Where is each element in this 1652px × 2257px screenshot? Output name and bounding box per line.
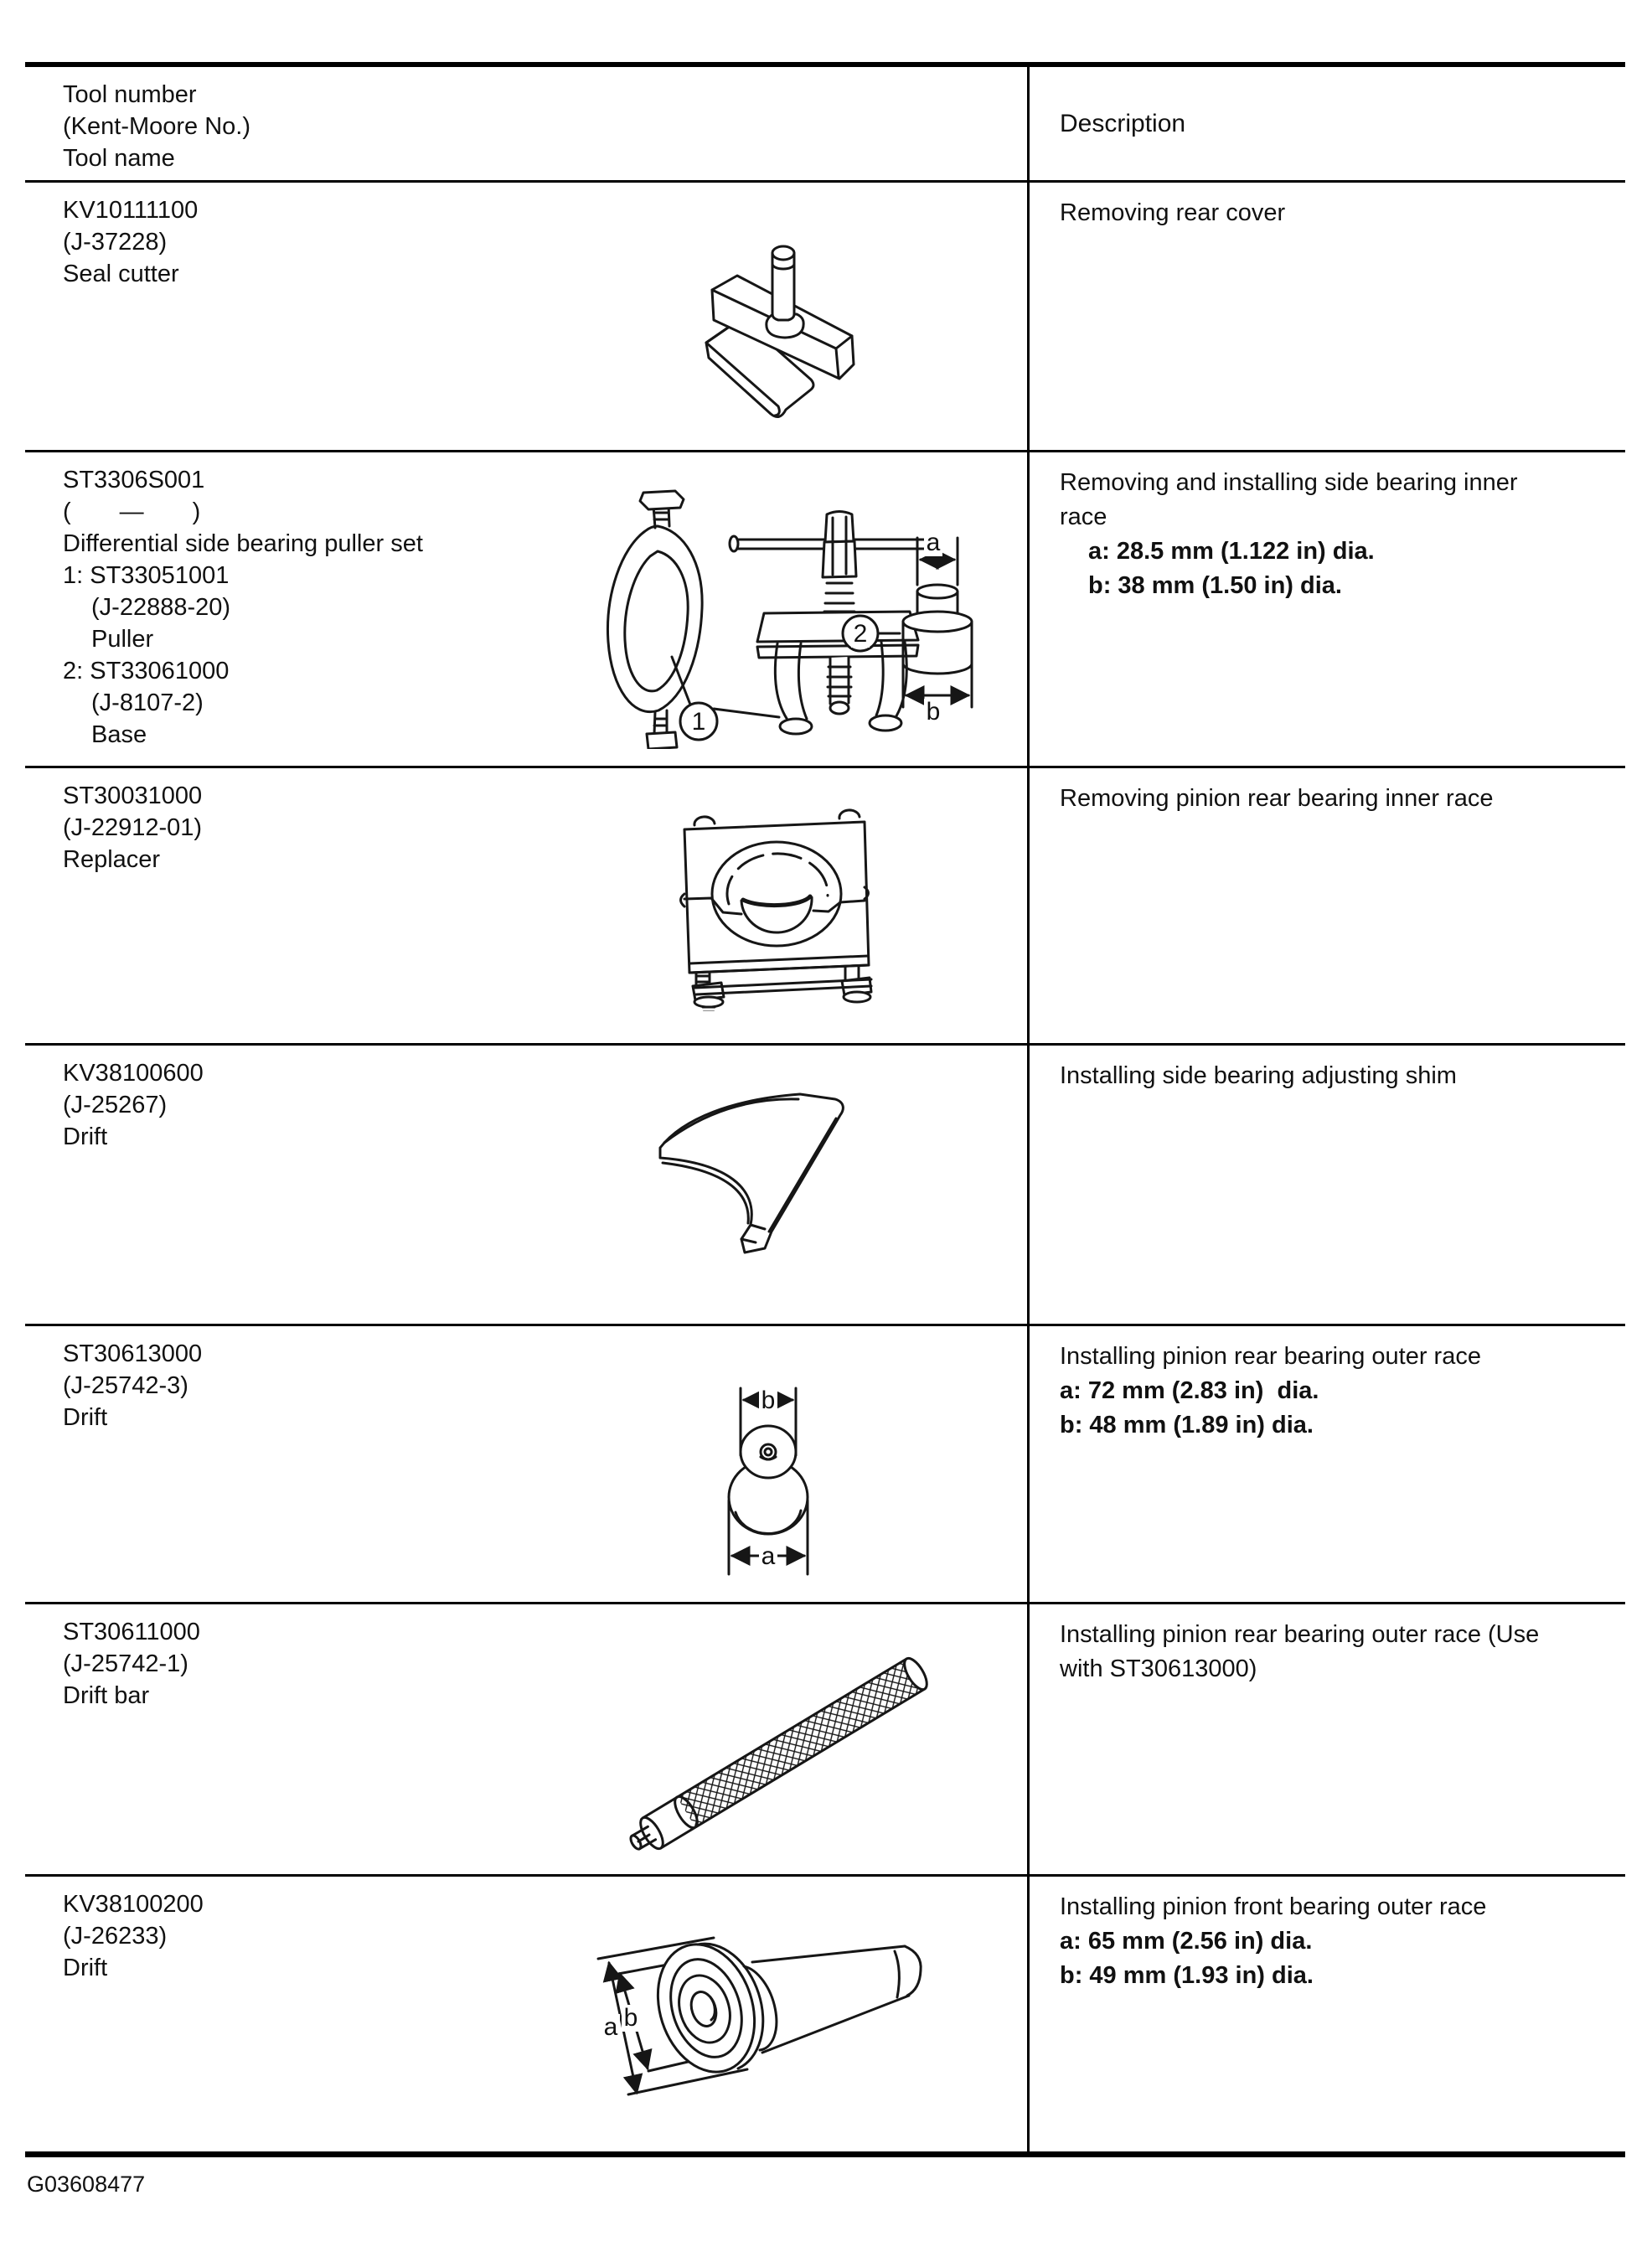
tool-line: Differential side bearing puller set (63, 530, 423, 557)
description-cell (1030, 1877, 1625, 2151)
figure-id: G03608477 (27, 2172, 146, 2197)
description-column-header-label: Description (1060, 109, 1186, 137)
tool-column-header-line: Tool name (63, 145, 175, 172)
tool-line: (J-26233) (63, 1923, 168, 1950)
description-lines (1060, 1059, 1605, 1093)
tool-line: Base (91, 721, 147, 748)
flanged-drift-illustration (588, 1920, 940, 2121)
tool-id-lines (63, 194, 1027, 290)
description-cell (1030, 768, 1625, 1043)
tool-id-lines (63, 780, 1027, 875)
description-cell (1030, 452, 1625, 766)
description-line: Installing pinion rear bearing outer race (Use (1060, 1621, 1540, 1648)
description-cell (1030, 1326, 1625, 1602)
table-row (25, 183, 1625, 452)
tool-cell (25, 183, 1030, 450)
tool-line: (J-8107-2) (91, 689, 204, 716)
table-row (25, 1326, 1625, 1604)
table-header (25, 67, 1625, 183)
part-number-label-2: 2 (851, 621, 870, 648)
tool-line: ST30031000 (63, 782, 203, 809)
tool-id-lines (63, 1338, 1027, 1433)
table-row (25, 1877, 1625, 2151)
replacer-illustration (649, 793, 875, 1011)
tool-line: KV38100600 (63, 1060, 204, 1087)
description-line: Installing pinion rear bearing outer race (1060, 1343, 1481, 1370)
dimension-label-b: b (759, 1387, 777, 1414)
tool-line: Puller (91, 626, 154, 653)
table-row (25, 768, 1625, 1046)
description-cell (1030, 1604, 1625, 1874)
dimension-label-b: b (622, 2005, 640, 2032)
description-cell (1030, 1046, 1625, 1324)
description-line: Installing side bearing adjusting shim (1060, 1062, 1457, 1089)
description-column-header (1030, 67, 1625, 180)
description-line: a: 28.5 mm (1.122 in) dia. (1088, 538, 1375, 565)
description-lines (1060, 196, 1605, 230)
tool-line: Drift bar (63, 1682, 150, 1709)
tool-line: Replacer (63, 846, 161, 873)
tool-column-header-line: (Kent-Moore No.) (63, 113, 251, 140)
description-lines (1060, 1618, 1605, 1686)
tool-line: (J-25742-3) (63, 1372, 188, 1399)
description-lines (1060, 1340, 1605, 1443)
tool-line: Drift (63, 1955, 108, 1981)
tool-line: KV38100200 (63, 1891, 204, 1918)
special-tool-table (25, 62, 1625, 2157)
description-line: a: 72 mm (2.83 in) dia. (1060, 1377, 1319, 1404)
table-row (25, 1046, 1625, 1326)
drift-bar-illustration (601, 1636, 953, 1862)
dimension-label-b: b (924, 699, 942, 726)
tool-cell (25, 768, 1030, 1043)
tool-line: Drift (63, 1404, 108, 1431)
tool-cell (25, 1326, 1030, 1602)
tool-line: 1: ST33051001 (63, 562, 230, 589)
description-cell (1030, 183, 1625, 450)
puller-set-illustration (571, 489, 973, 749)
tool-line: (J-37228) (63, 229, 168, 256)
dimension-label-a: a (759, 1543, 777, 1570)
tool-line: ST30613000 (63, 1340, 203, 1367)
dimension-label-a: a (601, 2014, 620, 2041)
seal-cutter-illustration (647, 242, 856, 443)
description-lines (1060, 1890, 1605, 1993)
description-line: Removing pinion rear bearing inner race (1060, 785, 1494, 812)
description-line: Installing pinion front bearing outer race (1060, 1893, 1487, 1920)
tool-line: (J-25742-1) (63, 1650, 188, 1677)
tool-table-rows (25, 183, 1625, 2151)
tool-line: ( — ) (63, 498, 201, 525)
tool-cell (25, 1046, 1030, 1324)
tool-line: (J-25267) (63, 1092, 168, 1118)
tool-line: (J-22912-01) (63, 814, 203, 841)
description-lines (1060, 466, 1605, 603)
description-line: race (1060, 504, 1107, 530)
tool-line: ST30611000 (63, 1619, 200, 1645)
tool-line: KV10111100 (63, 197, 199, 224)
tool-line: Seal cutter (63, 261, 179, 287)
shim-drift-illustration (632, 1081, 901, 1265)
description-line: Removing and installing side bearing inner (1060, 469, 1518, 496)
description-line: b: 49 mm (1.93 in) dia. (1060, 1962, 1314, 1989)
tool-cell (25, 452, 1030, 766)
tool-column-header (25, 67, 1030, 180)
description-line: a: 65 mm (2.56 in) dia. (1060, 1928, 1313, 1955)
tool-cell (25, 1604, 1030, 1874)
table-row (25, 452, 1625, 768)
table-row (25, 1604, 1625, 1877)
description-line: with ST30613000) (1060, 1655, 1257, 1682)
description-line: b: 48 mm (1.89 in) dia. (1060, 1412, 1314, 1438)
tool-column-header-line: Tool number (63, 81, 197, 108)
drift-round-illustration (705, 1375, 831, 1593)
tool-line: (J-22888-20) (91, 594, 231, 621)
description-line: Removing rear cover (1060, 199, 1286, 226)
tool-line: 2: ST33061000 (63, 658, 230, 684)
dimension-label-a: a (924, 529, 942, 556)
part-number-label-1: 1 (689, 709, 708, 736)
tool-cell (25, 1877, 1030, 2151)
tool-line: ST3306S001 (63, 467, 205, 493)
tool-line: Drift (63, 1123, 108, 1150)
description-lines (1060, 782, 1605, 816)
description-line: b: 38 mm (1.50 in) dia. (1088, 572, 1342, 599)
